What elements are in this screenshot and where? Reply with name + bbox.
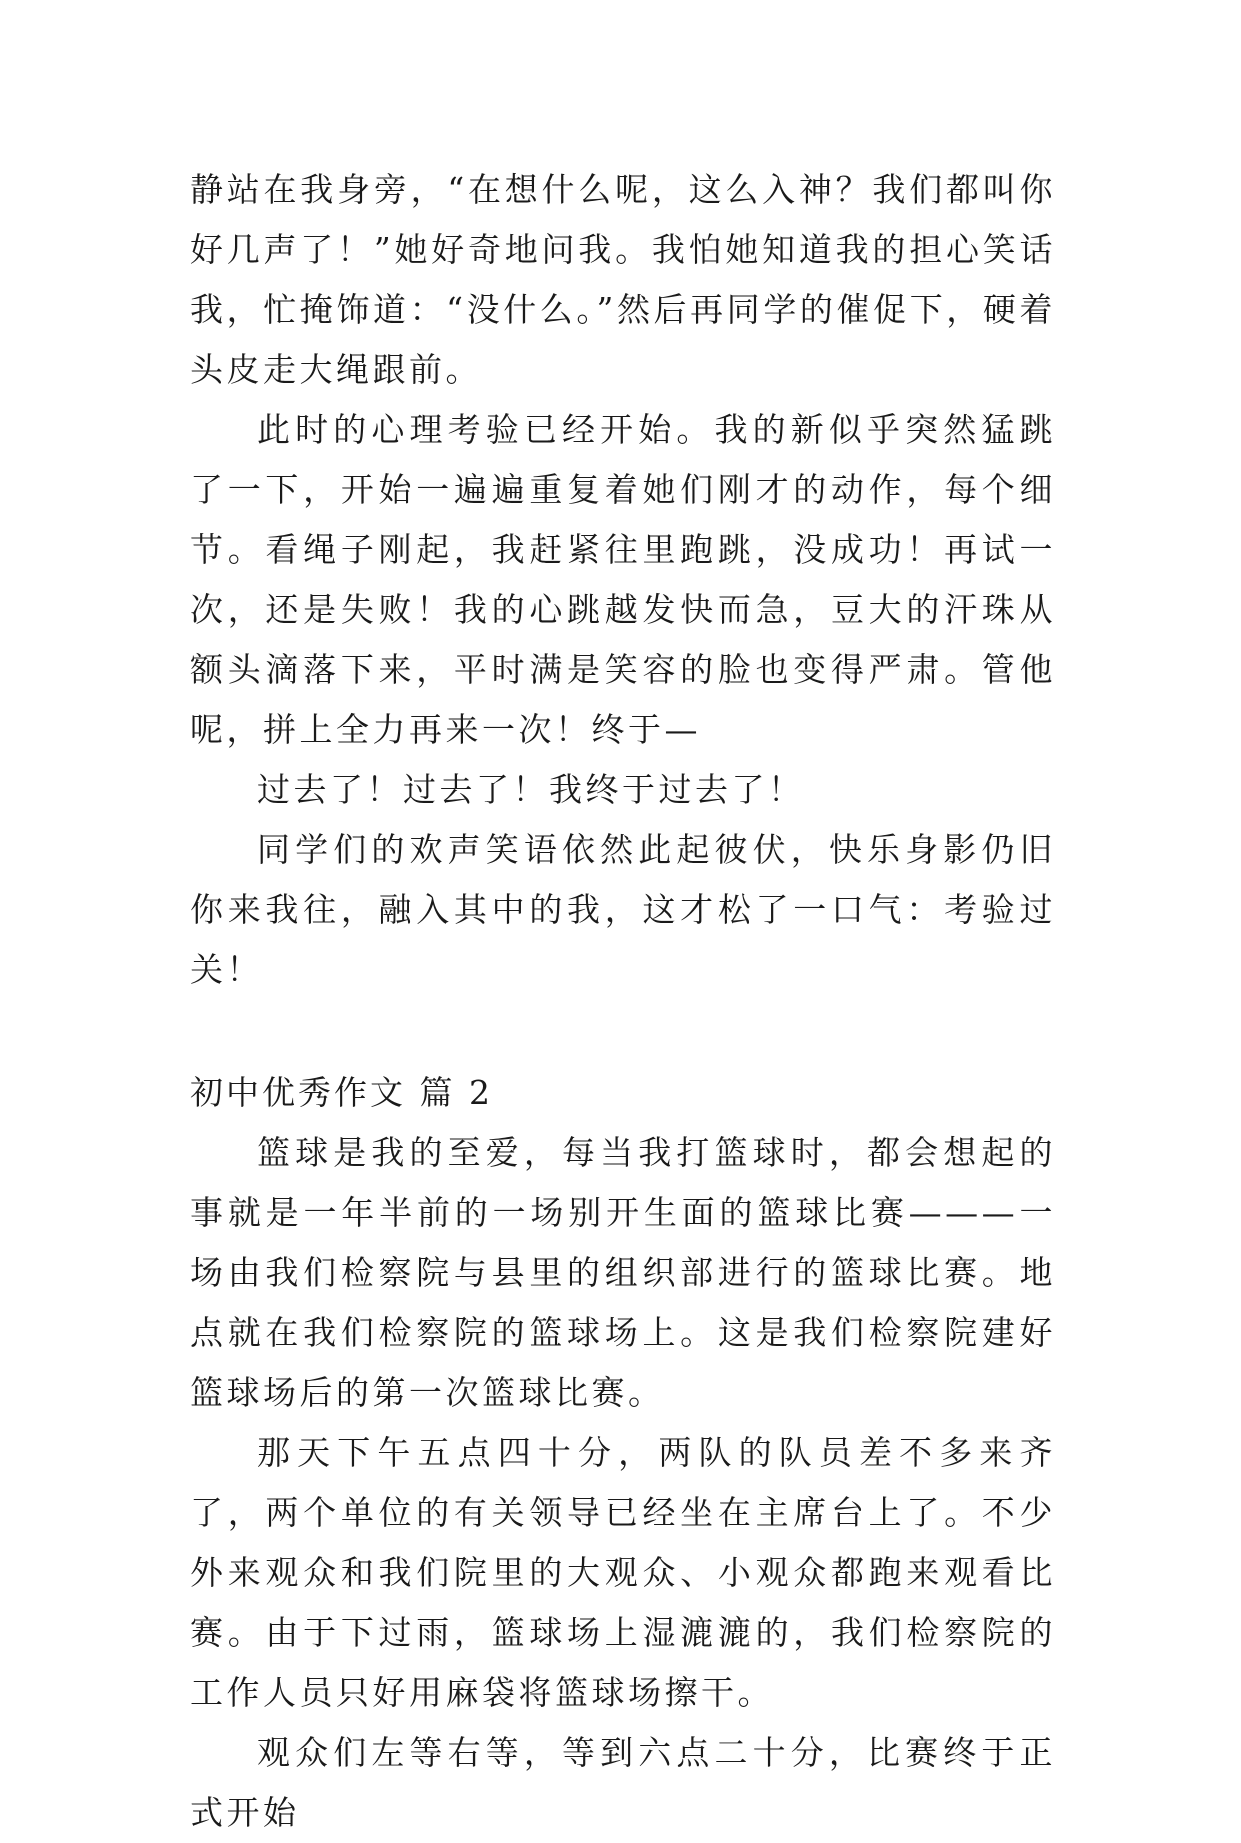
paragraph: 观众们左等右等，等到六点二十分，比赛终于正式开始 xyxy=(190,1733,1056,1832)
paragraph: 静站在我身旁，“在想什么呢，这么入神？我们都叫你好几声了！”她好奇地问我。我怕她知道我的担心笑话我，忙掩饰道：“没什么。”然后再同学的催促下，硬着头皮走大绳跟前。 xyxy=(190,170,1056,389)
document-body xyxy=(190,160,1056,1843)
paragraph: 同学们的欢声笑语依然此起彼伏，快乐身影仍旧你来我往，融入其中的我，这才松了一口气：考验过关！ xyxy=(190,830,1056,989)
paragraph: 篮球是我的至爱，每当我打篮球时，都会想起的事就是一年半前的一场别开生面的篮球比赛———一场由我们检察院与县里的组织部进行的篮球比赛。地点就在我们检察院的篮球场上。这是我们检察院建好篮球场后的第一次篮球比赛。 xyxy=(190,1133,1056,1412)
paragraph: 此时的心理考验已经开始。我的新似乎突然猛跳了一下，开始一遍遍重复着她们刚才的动作，每个细节。看绳子刚起，我赶紧往里跑跳，没成功！再试一次，还是失败！我的心跳越发快而急，豆大的汗珠从额头滴落下来，平时满是笑容的脸也变得严肃。管他呢，拼上全力再来一次！终于— xyxy=(190,410,1056,749)
paragraph: 过去了！过去了！我终于过去了！ xyxy=(257,770,805,809)
section-heading: 初中优秀作文 篇 2 xyxy=(190,1073,493,1112)
paragraph: 那天下午五点四十分，两队的队员差不多来齐了，两个单位的有关领导已经坐在主席台上了。不少外来观众和我们院里的大观众、小观众都跑来观看比赛。由于下过雨，篮球场上湿漉漉的，我们检察院的工作人员只好用麻袋将篮球场擦干。 xyxy=(190,1433,1056,1712)
